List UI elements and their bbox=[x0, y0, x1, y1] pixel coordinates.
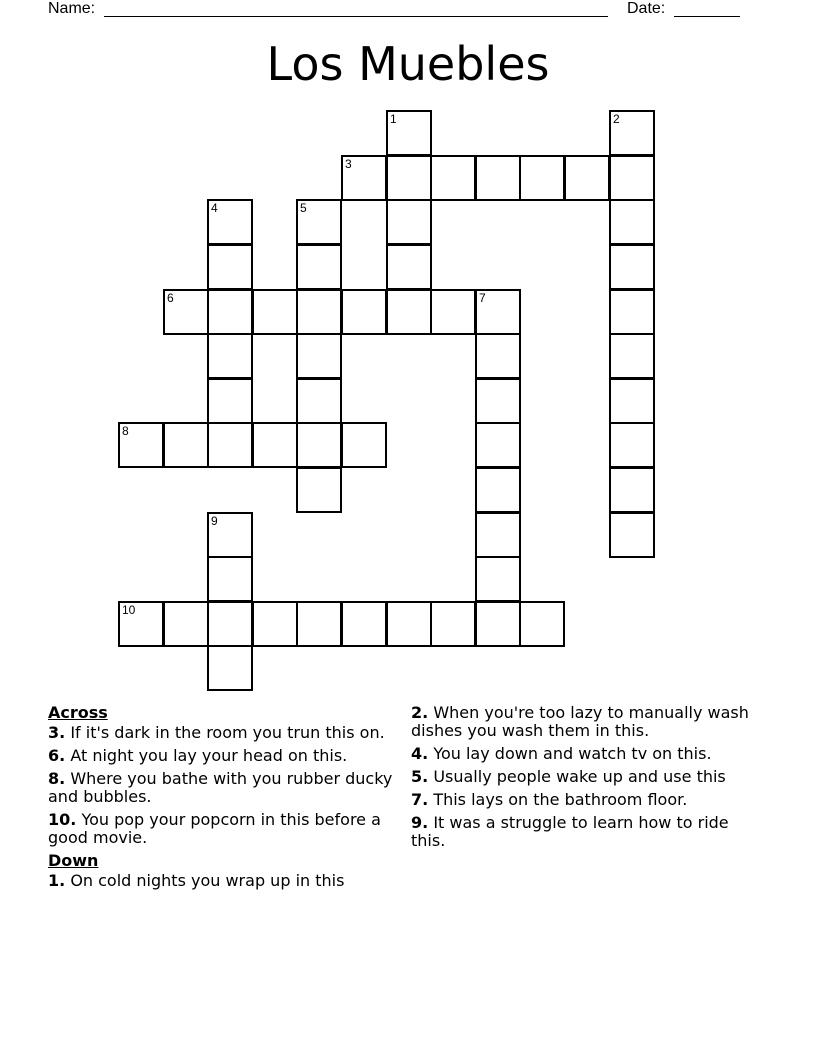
clue-item-number: 1. bbox=[48, 871, 66, 890]
crossword-cell[interactable] bbox=[341, 155, 387, 201]
clue-item-number: 3. bbox=[48, 723, 66, 742]
crossword-cell[interactable] bbox=[163, 422, 209, 468]
clue-number: 10 bbox=[122, 603, 136, 617]
clue-item-text: When you're too lazy to manually wash dishes you wash them in this. bbox=[411, 703, 749, 740]
crossword-cell[interactable] bbox=[296, 601, 342, 647]
clue-number: 6 bbox=[167, 291, 174, 305]
across-heading: Across bbox=[48, 703, 108, 722]
down-heading: Down bbox=[48, 851, 99, 870]
down-clue-list-right bbox=[411, 704, 756, 850]
clue-item-text: Usually people wake up and use this bbox=[433, 767, 726, 786]
clues-right-column bbox=[411, 700, 756, 855]
clue-item bbox=[48, 872, 393, 890]
clue-item-text: It was a struggle to learn how to ride this. bbox=[411, 813, 729, 850]
crossword-cell[interactable] bbox=[118, 601, 164, 647]
clue-number: 2 bbox=[613, 112, 620, 126]
clue-item bbox=[411, 768, 756, 786]
clue-item bbox=[48, 724, 393, 742]
clue-item-text: Where you bathe with you rubber ducky and bubbles. bbox=[48, 769, 393, 806]
crossword-cell[interactable] bbox=[609, 512, 655, 558]
clue-item-text: If it's dark in the room you trun this on. bbox=[70, 723, 385, 742]
clue-item bbox=[411, 814, 756, 850]
clue-item-number: 7. bbox=[411, 790, 429, 809]
clue-item bbox=[48, 811, 393, 847]
crossword-cell[interactable] bbox=[163, 289, 209, 335]
crossword-cell[interactable] bbox=[609, 244, 655, 290]
crossword-cell[interactable] bbox=[341, 601, 387, 647]
crossword-cell[interactable] bbox=[475, 378, 521, 424]
crossword-cell[interactable] bbox=[386, 244, 432, 290]
crossword-cell[interactable] bbox=[252, 422, 298, 468]
clue-number: 9 bbox=[211, 514, 218, 528]
crossword-cell[interactable] bbox=[207, 645, 253, 691]
clue-item-number: 8. bbox=[48, 769, 66, 788]
crossword-cell[interactable] bbox=[430, 155, 476, 201]
crossword-cell[interactable] bbox=[609, 422, 655, 468]
crossword-cell[interactable] bbox=[296, 378, 342, 424]
across-clue-list bbox=[48, 724, 393, 847]
clue-item bbox=[411, 791, 756, 809]
clue-item bbox=[411, 704, 756, 740]
crossword-cell[interactable] bbox=[163, 601, 209, 647]
clue-item-number: 5. bbox=[411, 767, 429, 786]
crossword-cell[interactable] bbox=[609, 333, 655, 379]
crossword-cell[interactable] bbox=[386, 289, 432, 335]
crossword-cell[interactable] bbox=[519, 601, 565, 647]
crossword-cell[interactable] bbox=[609, 110, 655, 156]
crossword-cell[interactable] bbox=[207, 244, 253, 290]
crossword-cell[interactable] bbox=[207, 199, 253, 245]
crossword-cell[interactable] bbox=[296, 199, 342, 245]
clue-number: 8 bbox=[122, 424, 129, 438]
crossword-cell[interactable] bbox=[475, 289, 521, 335]
clue-item bbox=[48, 747, 393, 765]
crossword-cell[interactable] bbox=[386, 155, 432, 201]
crossword-cell[interactable] bbox=[519, 155, 565, 201]
crossword-cell[interactable] bbox=[207, 289, 253, 335]
name-label: Name: bbox=[48, 0, 96, 17]
page-title: Los Muebles bbox=[266, 37, 550, 91]
crossword-cell[interactable] bbox=[207, 422, 253, 468]
crossword-cell[interactable] bbox=[207, 512, 253, 558]
crossword-cell[interactable] bbox=[609, 155, 655, 201]
crossword-cell[interactable] bbox=[252, 289, 298, 335]
crossword-cell[interactable] bbox=[430, 289, 476, 335]
clue-number: 7 bbox=[479, 291, 486, 305]
crossword-cell[interactable] bbox=[252, 601, 298, 647]
clue-item-number: 9. bbox=[411, 813, 429, 832]
clue-item bbox=[411, 745, 756, 763]
crossword-cell[interactable] bbox=[386, 199, 432, 245]
clue-item-text: On cold nights you wrap up in this bbox=[70, 871, 345, 890]
clue-number: 1 bbox=[390, 112, 397, 126]
crossword-cell[interactable] bbox=[296, 422, 342, 468]
crossword-cell[interactable] bbox=[475, 512, 521, 558]
clue-number: 5 bbox=[300, 201, 307, 215]
clue-item-number: 10. bbox=[48, 810, 77, 829]
crossword-cell[interactable] bbox=[207, 556, 253, 602]
crossword-cell[interactable] bbox=[430, 601, 476, 647]
crossword-cell[interactable] bbox=[296, 333, 342, 379]
crossword-cell[interactable] bbox=[207, 333, 253, 379]
crossword-cell[interactable] bbox=[475, 422, 521, 468]
clue-item-text: This lays on the bathroom floor. bbox=[433, 790, 688, 809]
crossword-cell[interactable] bbox=[341, 422, 387, 468]
crossword-cell[interactable] bbox=[207, 601, 253, 647]
crossword-cell[interactable] bbox=[296, 244, 342, 290]
crossword-cell[interactable] bbox=[609, 378, 655, 424]
crossword-cell[interactable] bbox=[609, 289, 655, 335]
down-clue-list-left bbox=[48, 872, 393, 890]
crossword-cell[interactable] bbox=[341, 289, 387, 335]
crossword-cell[interactable] bbox=[475, 601, 521, 647]
clues-left-column bbox=[48, 700, 393, 895]
crossword-cell[interactable] bbox=[475, 333, 521, 379]
crossword-cell[interactable] bbox=[564, 155, 610, 201]
date-label: Date: bbox=[627, 0, 666, 17]
crossword-cell[interactable] bbox=[609, 467, 655, 513]
clue-item-text: You pop your popcorn in this before a good movie. bbox=[48, 810, 381, 847]
crossword-cell[interactable] bbox=[475, 467, 521, 513]
crossword-cell[interactable] bbox=[118, 422, 164, 468]
crossword-cell[interactable] bbox=[475, 556, 521, 602]
clue-number: 4 bbox=[211, 201, 218, 215]
clue-item-text: You lay down and watch tv on this. bbox=[433, 744, 712, 763]
crossword-cell[interactable] bbox=[475, 155, 521, 201]
clue-item bbox=[48, 770, 393, 806]
clue-item-number: 6. bbox=[48, 746, 66, 765]
crossword-cell[interactable] bbox=[609, 199, 655, 245]
clue-item-number: 4. bbox=[411, 744, 429, 763]
clue-number: 3 bbox=[345, 157, 352, 171]
crossword-cell[interactable] bbox=[207, 378, 253, 424]
clue-item-text: At night you lay your head on this. bbox=[70, 746, 348, 765]
crossword-cell[interactable] bbox=[296, 467, 342, 513]
crossword-cell[interactable] bbox=[386, 110, 432, 156]
crossword-cell[interactable] bbox=[296, 289, 342, 335]
clue-item-number: 2. bbox=[411, 703, 429, 722]
crossword-cell[interactable] bbox=[386, 601, 432, 647]
